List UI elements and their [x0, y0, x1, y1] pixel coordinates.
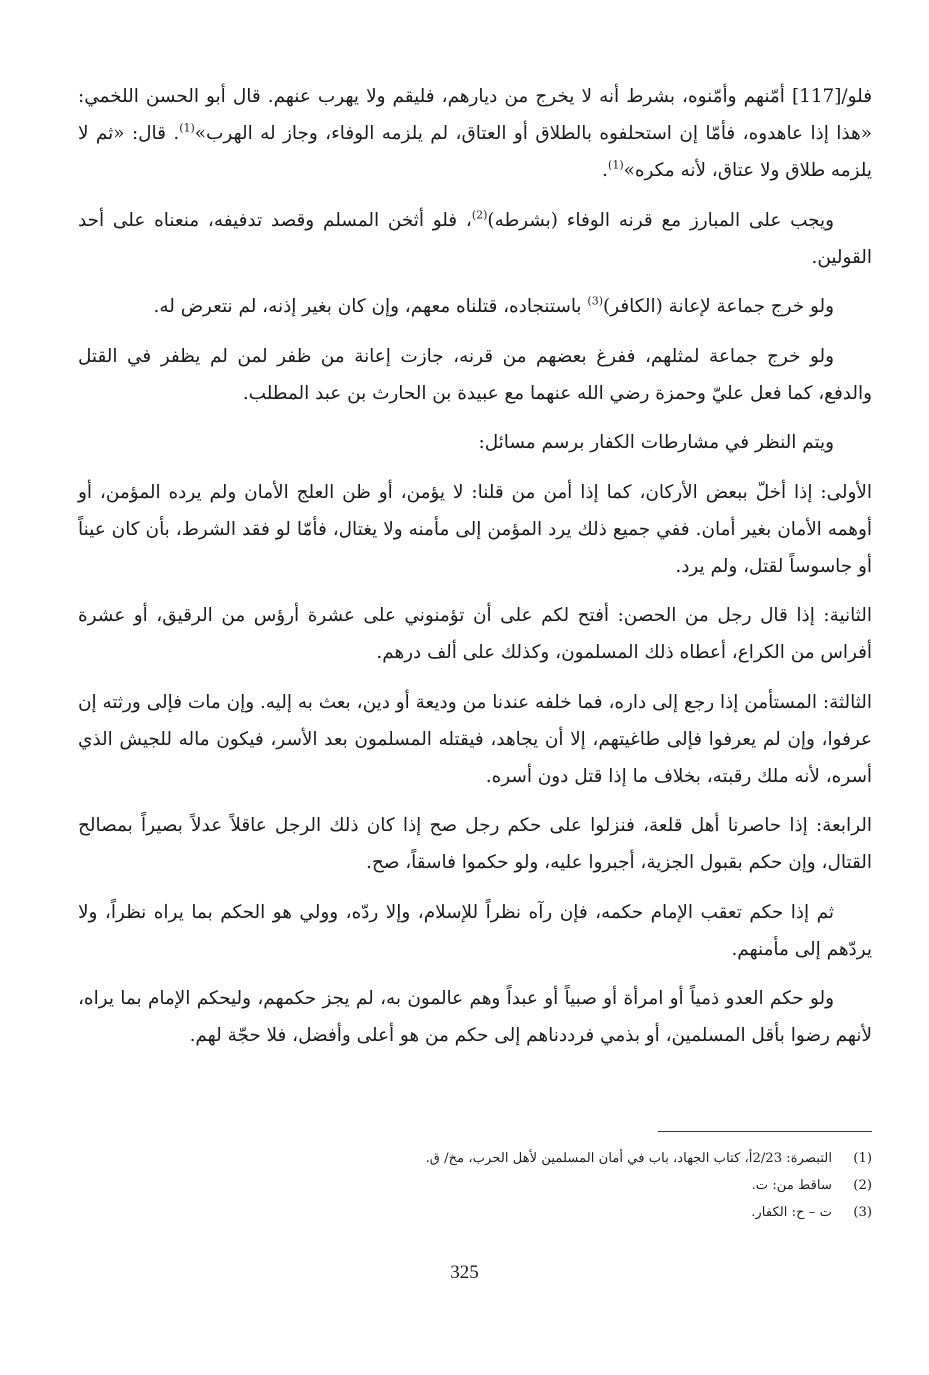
paragraph-2: ويجب على المبارز مع قرنه الوفاء (بشرطه)$^{(2)}$، فلو أثخن المسلم وقصد تدفيفه، منعناه على أحد القولين.: [78, 207, 872, 268]
paragraph-10: ثم إذا حكم تعقب الإمام حكمه، فإن رآه نظراً للإسلام، وإلا ردّه، وولي هو الحكم بما يراه نظراً، ولا يردّهم إلى مأمنهم.: [78, 901, 872, 960]
paragraph-7: الثانية: إذا قال رجل من الحصن: أفتح لكم على أن تؤمنوني على عشرة أرؤس من الرقيق، أو عشرة أفراس من الكراع، أعطاه ذلك المسلمون، وكذلك على ألف درهم.: [78, 605, 872, 663]
footnote-ref-2[interactable]: (2): [471, 207, 488, 221]
footnote-number: (1): [853, 1151, 872, 1166]
footnote-separator: [658, 1131, 872, 1132]
footnote-text: ساقط من: ت.: [751, 1178, 832, 1193]
footnote-text: التبصرة: 2/23أ، كتاب الجهاد، باب في أمان المسلمين لأهل الحرب، مخ/ ق.: [425, 1151, 832, 1166]
paragraph-5: ويتم النظر في مشارطات الكفار برسم مسائل:: [478, 432, 834, 453]
paragraph-11: ولو حكم العدو ذمياً أو امرأة أو صبياً أو عبداً وهم عالمون به، لم يجز حكمهم، وليحكم الإمام بما يراه، لأنهم رضوا بأقل المسلمين، أو بذمي فرددناهم إلى حكم من هو أعلى وأفضل، فلا حجّة لهم.: [78, 988, 872, 1046]
footnote-3: [92, 1199, 872, 1226]
footnote-number: (3): [853, 1205, 872, 1220]
footnotes: [92, 1145, 872, 1226]
paragraph-6: الأولى: إذا أخلّ ببعض الأركان، كما إذا أمن من قلنا: لا يؤمن، أو ظن العلج الأمان ولم يرده المؤمن، أو أوهمه الأمان بغير أمان. ففي جميع ذلك يرد المؤمن إلى مأمنه ولا يغتال، فأمّا لو فقد الشرط، بأن كان عيناً أو جاسوساً لقتل، ولم يرد.: [78, 481, 872, 577]
footnote-1: [92, 1145, 872, 1172]
footnote-ref-1b[interactable]: (1): [608, 158, 624, 172]
footnote-2: [92, 1172, 872, 1199]
paragraph-1: فلو/[117] أمّنهم وأمّنوه، بشرط أنه لا يخرج من ديارهم، فليقم ولا يهرب عنهم. قال أبو الحسن اللخمي: «هذا إذا عاهدوه، فأمّا إن استحلفوه بالطلاق أو العتاق، لم يلزمه الوفاء، وجاز له الهرب»$^{(1)}$. قال: «ثم لا يلزمه طلاق ولا عتاق، لأنه مكره»$^{(1)}$.: [78, 86, 872, 181]
footnote-text: ت – ح: الكفار.: [751, 1205, 832, 1220]
paragraph-4: ولو خرج جماعة لمثلهم، ففرغ بعضهم من قرنه، جازت إعانة من ظفر لمن لم يظفر في القتل والدفع، كما فعل عليّ وحمزة رضي الله عنهما مع عبيدة بن الحارث بن عبد المطلب.: [78, 345, 872, 404]
footnote-number: (2): [853, 1178, 872, 1193]
footnote-ref-3[interactable]: (3): [587, 294, 603, 308]
page-number: 325: [450, 1262, 479, 1283]
paragraph-8: الثالثة: المستأمن إذا رجع إلى داره، فما خلفه عندنا من وديعة أو دين، بعث به إليه. وإن مات فإلى ورثته إن عرفوا، وإن لم يعرفوا فإلى طاغيتهم، إلا أن يجاهد، فيقتله المسلمون بعد الأسر، فيكون ماله للجيش الذي أسره، لأنه ملك رقبته، بخلاف ما إذا قتل دون أسره.: [78, 691, 872, 787]
footnote-ref-1[interactable]: (1): [179, 121, 195, 135]
main-text: [78, 78, 872, 1067]
paragraph-9: الرابعة: إذا حاصرنا أهل قلعة، فنزلوا على حكم رجل صح إذا كان ذلك الرجل عاقلاً عدلاً بصيراً بمصالح القتال، وإن حكم بقبول الجزية، أجبروا عليه، ولو حكموا فاسقاً، صح.: [78, 815, 872, 873]
paragraph-3: ولو خرج جماعة لإعانة (الكافر)$^{(3)}$ باستنجاده، قتلناه معهم، وإن كان بغير إذنه، لم نتعرض له.: [153, 294, 834, 317]
